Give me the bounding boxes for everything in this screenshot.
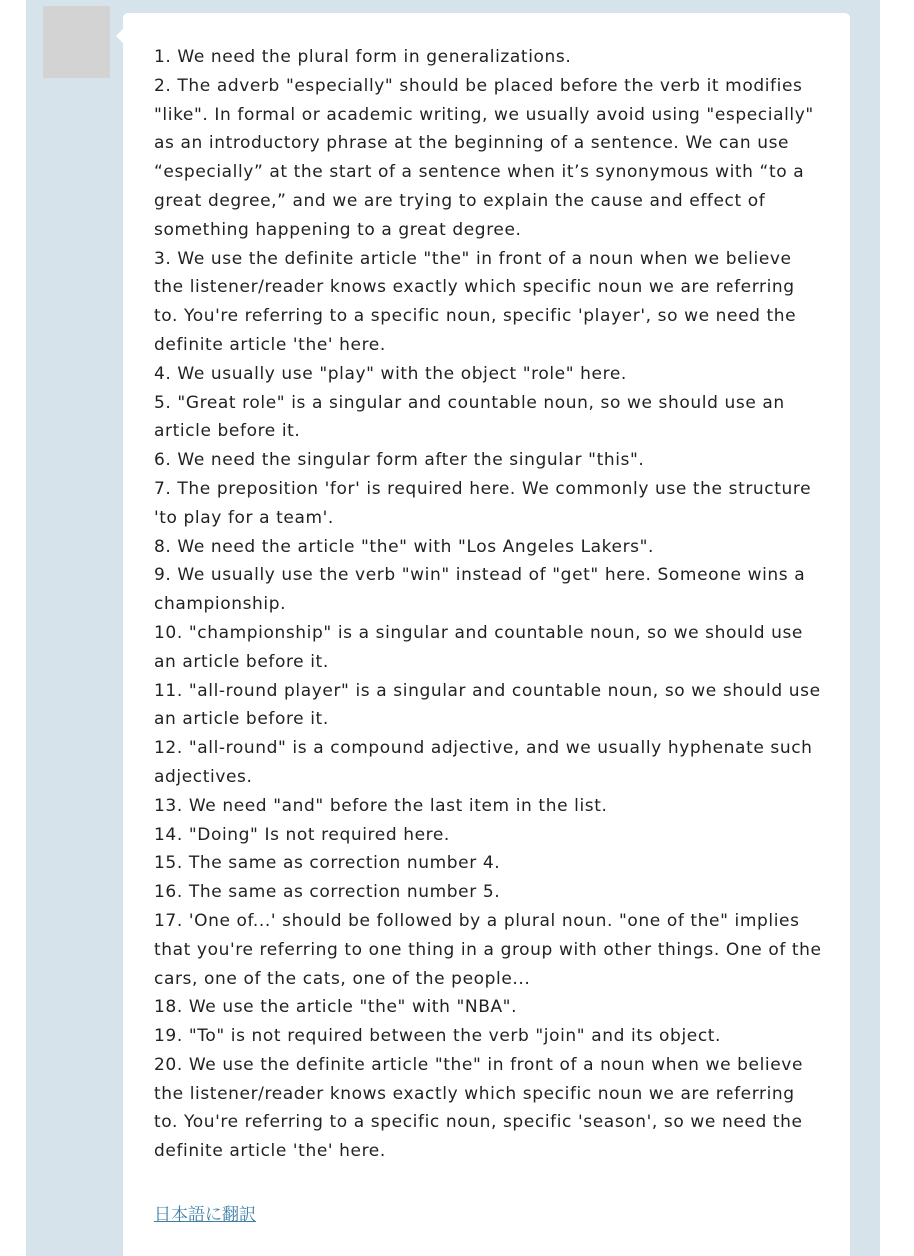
explanation-item: 12. "all-round" is a compound adjective, and we usually hyphenate such adjectives. [154,738,813,787]
explanation-item: 19. "To" is not required between the verb "join" and its object. [154,1026,722,1047]
explanation-item: 7. The preposition 'for' is required here. We commonly use the structure 'to play for a team'. [154,478,812,528]
explanation-item: 3. We use the definite article "the" in front of a noun when we believe the listener/reader knows exactly which specific noun we are referring to. You're referring to a specific noun, specific 'player', so we need the definite article 'the' here. [154,248,797,355]
explanation-item: 5. "Great role" is a singular and countable noun, so we should use an article before it. [154,392,785,442]
explanation-item: 6. We need the singular form after the singular "this". [154,450,645,471]
translate-to-japanese-link[interactable]: 日本語に翻訳 [154,1205,256,1225]
explanation-item: 18. We use the article "the" with "NBA". [154,997,518,1018]
explanation-item: 9. We usually use the verb "win" instead of "get" here. Someone wins a championship. [154,565,806,615]
bubble-tail [116,29,123,43]
explanation-item: 8. We need the article "the" with "Los Angeles Lakers". [154,536,655,557]
explanation-item: 4. We usually use "play" with the object "role" here. [154,363,627,384]
explanation-item: 2. The adverb "especially" should be placed before the verb it modifies "like". In formal or academic writing, we usually avoid using "especially" as an introductory phrase at the beginning of a sentence. We can use “especially” at the start of a sentence when it’s synonymous with “to a great degree,” and we are trying to explain the cause and effect of something happening to a great degree. [154,75,814,240]
explanation-item: 20. We use the definite article "the" in front of a noun when we believe the listener/reader knows exactly which specific noun we are referring to. You're referring to a specific noun, specific 'season', so we need the definite article 'the' here. [154,1054,804,1162]
correction-explanations [154,43,824,1166]
explanation-item: 10. "championship" is a singular and countable noun, so we should use an article before it. [154,622,803,672]
explanation-item: 17. 'One of...' should be followed by a plural noun. "one of the" implies that you're referring to one thing in a group with other things. One of the cars, one of the cats, one of the people... [154,910,822,989]
explanation-item: 16. The same as correction number 5. [154,882,501,903]
explanation-item: 11. "all-round player" is a singular and countable noun, so we should use an article before it. [154,680,821,730]
explanation-item: 14. "Doing" Is not required here. [154,824,450,845]
explanation-item: 13. We need "and" before the last item in the list. [154,795,608,816]
comment-bubble [123,13,850,1256]
explanation-item: 15. The same as correction number 4. [154,853,501,874]
avatar[interactable] [43,6,110,78]
explanation-item: 1. We need the plural form in generalizations. [154,47,572,67]
